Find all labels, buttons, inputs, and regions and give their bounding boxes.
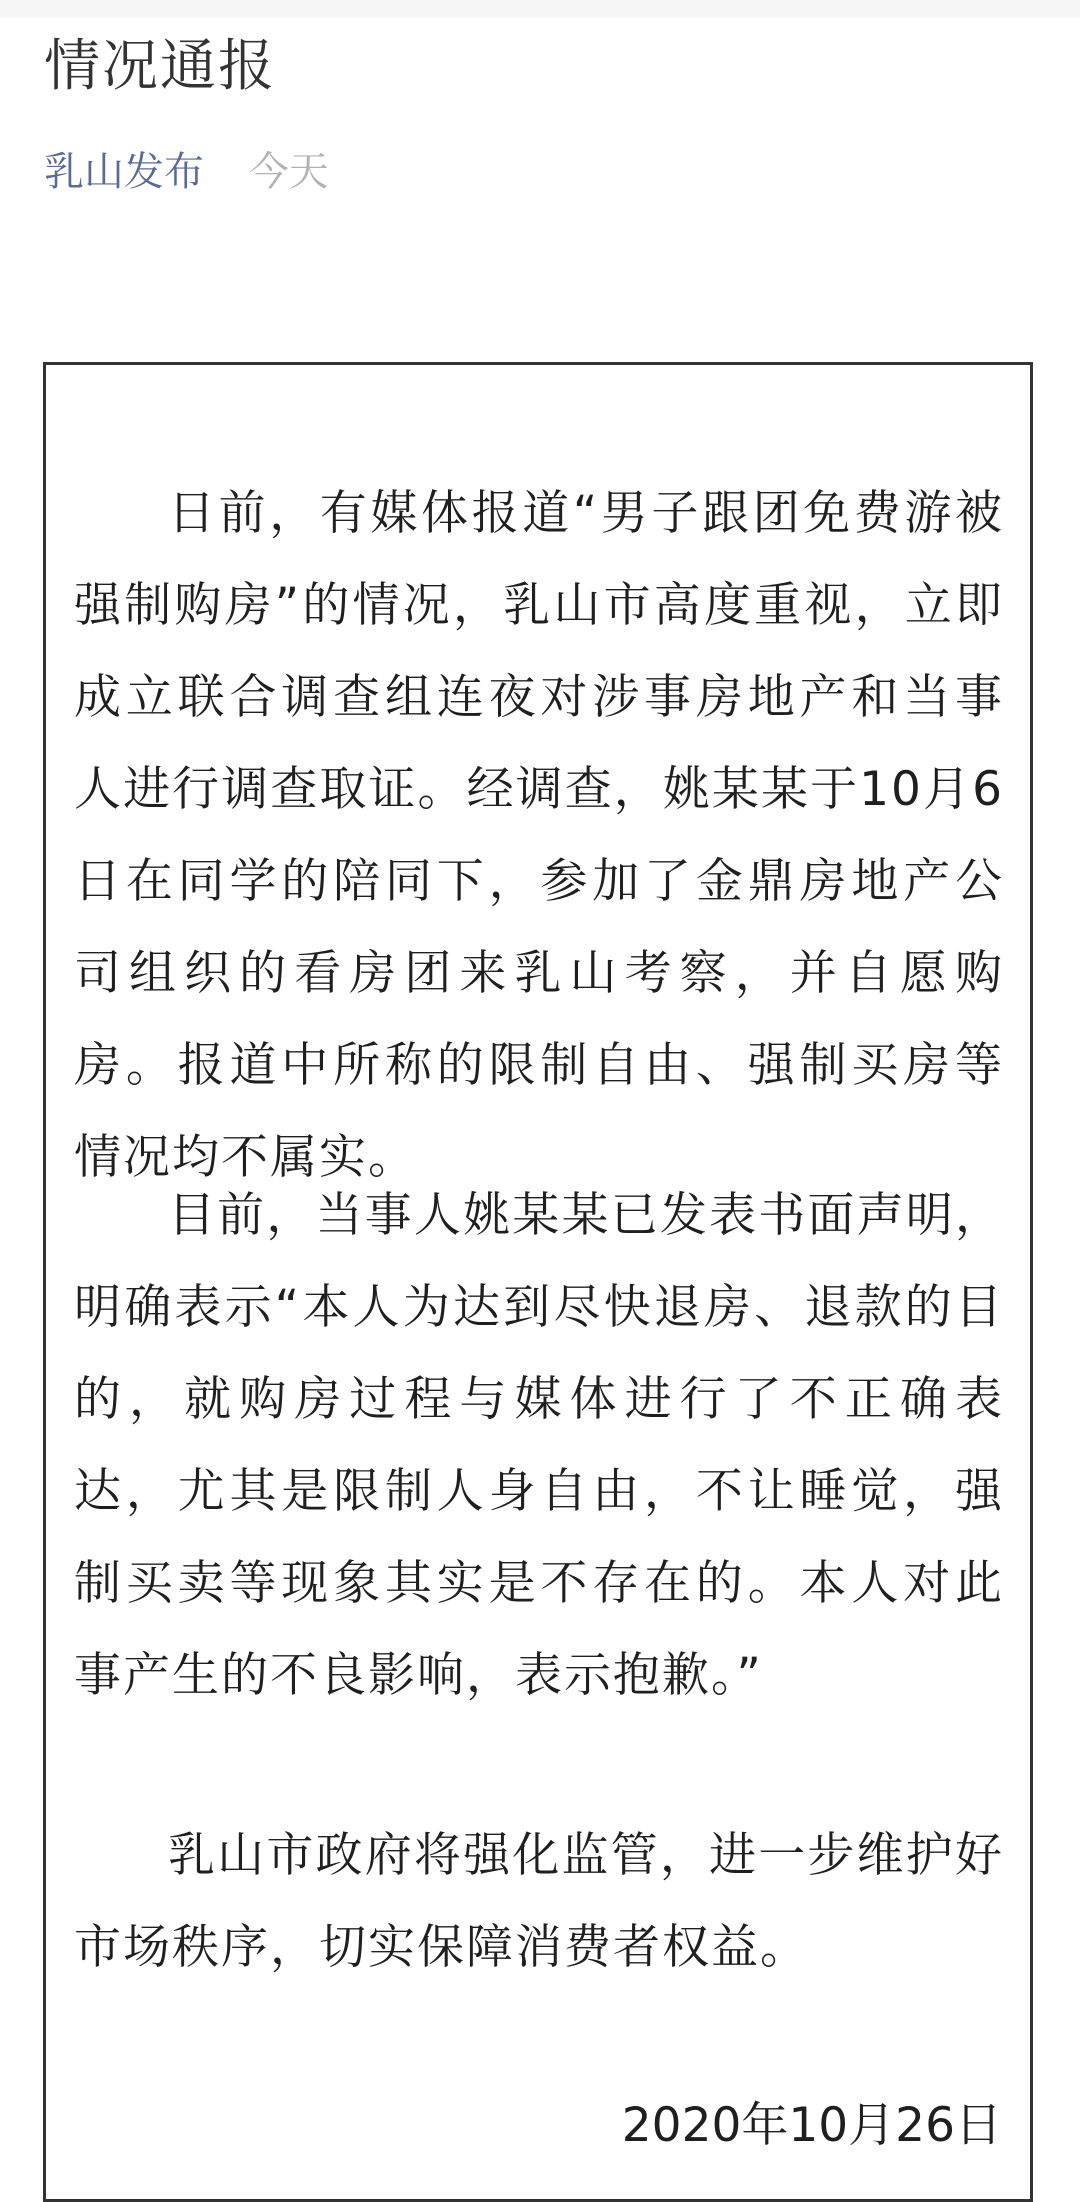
top-divider [0, 0, 1080, 18]
article-meta [44, 148, 329, 196]
account-name-link[interactable]: 乳山发布 [44, 149, 204, 195]
notice-paragraph-1: 日前，有媒体报道“男子跟团免费游被强制购房”的情况，乳山市高度重视，立即成立联合调查组连夜对涉事房地产和当事人进行调查取证。经调查，姚某某于10月6日在同学的陪同下，参加了金鼎房地产公司组织的看房团来乳山考察，并自愿购房。报道中所称的限制自由、强制买房等情况均不属实。 [74, 486, 1004, 1185]
notice-paragraph-2: 目前，当事人姚某某已发表书面声明，明确表示“本人为达到尽快退房、退款的目的，就购房过程与媒体进行了不正确表达，尤其是限制人身自由，不让睡觉，强制买卖等现象其实是不存在的。本人对此事产生的不良影响，表示抱歉。” [74, 1188, 1004, 1703]
article-title: 情况通报 [44, 34, 276, 99]
notice-paragraph-3: 乳山市政府将强化监管，进一步维护好市场秩序，切实保障消费者权益。 [74, 1828, 1004, 1975]
publish-date: 今天 [248, 149, 329, 195]
notice-sign-date: 2020年10月26日 [621, 2098, 1002, 2153]
